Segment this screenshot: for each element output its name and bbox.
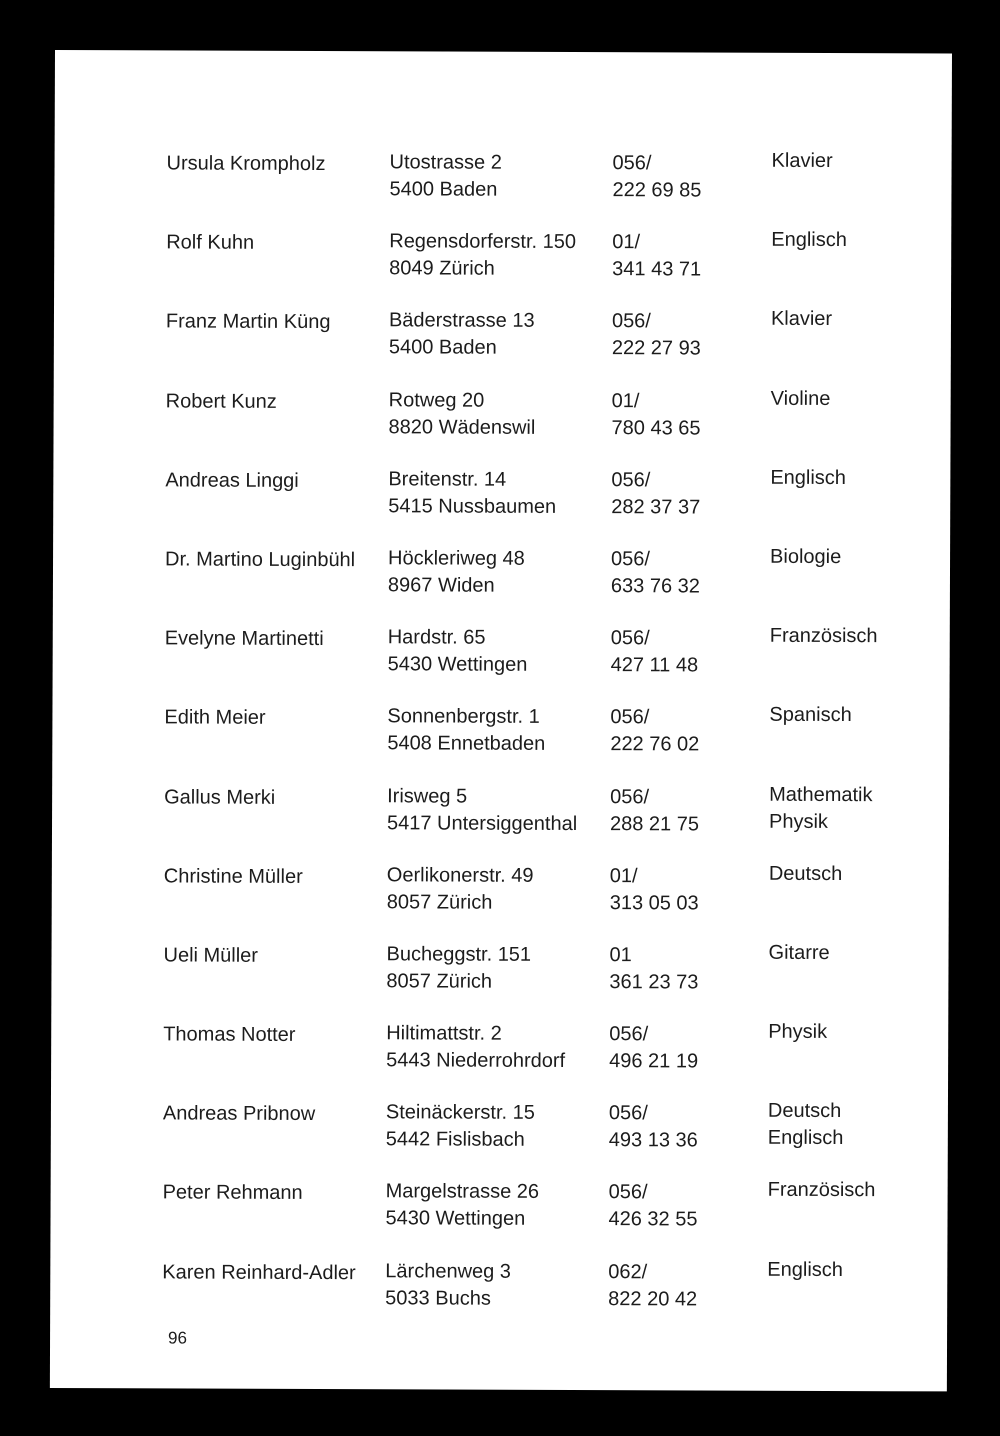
subject: Physik xyxy=(768,1020,828,1044)
phone: 780 43 65 xyxy=(611,416,701,440)
phone-number xyxy=(608,1259,697,1313)
area-code: 056/ xyxy=(611,310,651,333)
area-code: 01/ xyxy=(609,864,638,887)
subject: Deutsch xyxy=(767,1099,842,1123)
address xyxy=(385,1179,539,1234)
street: Regensdorferstr. 150 xyxy=(389,230,577,254)
person-name: Peter Rehmann xyxy=(162,1181,303,1205)
area-code: 056/ xyxy=(610,627,650,650)
area-code: 056/ xyxy=(611,468,651,492)
phone-number xyxy=(610,863,699,917)
person-name: Gallus Merki xyxy=(164,785,276,809)
subject: Französisch xyxy=(767,1179,876,1202)
subjects xyxy=(770,623,878,650)
person-name: Evelyne Martinetti xyxy=(164,627,324,651)
address xyxy=(385,1258,511,1312)
city: 5430 Wettingen xyxy=(387,653,528,676)
area-code: 056/ xyxy=(611,548,651,571)
area-code: 056/ xyxy=(610,785,650,808)
phone-number xyxy=(611,625,699,679)
phone-number xyxy=(609,942,698,996)
city: 5430 Wettingen xyxy=(385,1207,526,1231)
subjects xyxy=(772,148,833,175)
address xyxy=(386,941,531,996)
directory-entry xyxy=(162,1257,922,1339)
phone: 427 11 48 xyxy=(610,654,699,677)
subject: Englisch xyxy=(770,466,847,489)
person-name: Rolf Kuhn xyxy=(166,231,255,254)
person-name: Christine Müller xyxy=(163,865,303,888)
address xyxy=(387,783,577,838)
city: 8057 Zürich xyxy=(386,890,493,914)
person-name: Edith Meier xyxy=(164,706,266,730)
street: Hardstr. 65 xyxy=(387,626,486,649)
phone: 288 21 75 xyxy=(609,812,700,835)
subject: Französisch xyxy=(769,624,878,648)
directory-entry xyxy=(166,228,926,310)
person-name: Andreas Linggi xyxy=(165,469,299,492)
address xyxy=(389,308,535,363)
directory-entry xyxy=(164,703,924,785)
subject: Gitarre xyxy=(768,941,830,964)
person-name: Ursula Krompholz xyxy=(166,152,326,176)
subject: Englisch xyxy=(771,228,847,252)
person-name: Dr. Martino Luginbühl xyxy=(165,548,356,572)
address xyxy=(389,149,501,203)
city: 5400 Baden xyxy=(389,178,498,201)
subjects xyxy=(768,940,829,967)
street: Utostrasse 2 xyxy=(389,151,502,174)
person-name: Franz Martin Küng xyxy=(165,310,331,334)
city: 5415 Nussbaumen xyxy=(388,495,557,518)
city: 8057 Zürich xyxy=(386,970,493,993)
subject: Biologie xyxy=(770,545,842,568)
phone-number xyxy=(612,150,701,204)
person-name: Karen Reinhard-Adler xyxy=(162,1261,356,1284)
phone-number xyxy=(611,546,700,600)
city: 5443 Niederrohrdorf xyxy=(386,1049,566,1073)
directory-list xyxy=(162,148,927,1339)
area-code: 062/ xyxy=(608,1260,648,1283)
subject: Englisch xyxy=(767,1126,844,1150)
street: Oerlikonerstr. 49 xyxy=(386,863,534,887)
phone: 222 27 93 xyxy=(611,337,701,360)
area-code: 01/ xyxy=(612,231,641,254)
subjects xyxy=(769,860,842,887)
directory-entry xyxy=(166,307,926,389)
phone-number xyxy=(612,388,701,442)
subjects xyxy=(770,465,846,492)
directory-entry xyxy=(164,861,924,943)
address xyxy=(388,624,528,679)
street: Steinäckerstr. 15 xyxy=(385,1101,535,1125)
subjects xyxy=(768,1098,844,1152)
subject: Deutsch xyxy=(768,862,843,885)
subjects xyxy=(771,385,831,412)
area-code: 056/ xyxy=(610,706,650,729)
subjects xyxy=(768,1019,827,1046)
person-name: Robert Kunz xyxy=(165,389,277,413)
area-code: 01/ xyxy=(611,389,640,412)
directory-entry xyxy=(164,624,924,706)
phone: 282 37 37 xyxy=(611,495,701,519)
subject: Spanisch xyxy=(769,704,852,727)
address xyxy=(388,466,556,521)
address xyxy=(386,1020,565,1075)
phone: 222 69 85 xyxy=(612,179,702,202)
city: 8820 Wädenswil xyxy=(388,415,536,439)
area-code: 056/ xyxy=(608,1102,648,1125)
directory-entry xyxy=(165,465,925,547)
street: Rotweg 20 xyxy=(388,388,485,412)
phone-number xyxy=(608,1180,697,1234)
phone: 493 13 36 xyxy=(608,1129,698,1152)
city: 8049 Zürich xyxy=(389,257,495,280)
address xyxy=(389,387,536,442)
street: Höckleriweg 48 xyxy=(388,547,525,570)
person-name: Andreas Pribnow xyxy=(162,1102,316,1126)
area-code: 056/ xyxy=(612,152,652,175)
subjects xyxy=(769,702,851,729)
street: Hiltimattstr. 2 xyxy=(386,1022,502,1045)
subjects xyxy=(767,1256,843,1283)
street: Sonnenbergstr. 1 xyxy=(387,705,540,729)
street: Lärchenweg 3 xyxy=(385,1259,512,1283)
phone: 822 20 42 xyxy=(608,1287,698,1311)
phone-number xyxy=(611,467,700,521)
person-name: Ueli Müller xyxy=(163,944,259,967)
directory-entry xyxy=(162,1178,922,1260)
street: Margelstrasse 26 xyxy=(385,1180,540,1204)
street: Irisweg 5 xyxy=(387,784,468,808)
page-number: 96 xyxy=(168,1328,188,1348)
directory-entry xyxy=(164,782,924,864)
phone-number xyxy=(612,229,701,283)
phone-number xyxy=(612,309,701,363)
directory-entry xyxy=(163,1099,923,1181)
subject: Physik xyxy=(769,810,828,833)
person-name: Thomas Notter xyxy=(163,1023,296,1046)
city: 5417 Untersiggenthal xyxy=(386,811,578,835)
area-code: 056/ xyxy=(609,1023,649,1046)
phone: 341 43 71 xyxy=(612,258,702,281)
address xyxy=(388,545,525,600)
address xyxy=(387,704,545,759)
directory-entry xyxy=(166,148,926,230)
directory-entry xyxy=(163,940,923,1022)
directory-entry xyxy=(165,386,925,468)
city: 8967 Widen xyxy=(387,574,495,597)
phone: 222 76 02 xyxy=(610,733,700,756)
phone-number xyxy=(609,1021,698,1075)
address xyxy=(389,228,576,283)
city: 5408 Ennetbaden xyxy=(387,732,546,756)
phone-number xyxy=(610,784,699,838)
subject: Violine xyxy=(770,387,831,410)
area-code: 056/ xyxy=(608,1181,648,1204)
subject: Klavier xyxy=(771,149,833,172)
subjects xyxy=(769,781,873,835)
street: Bäderstrasse 13 xyxy=(388,309,535,333)
phone: 633 76 32 xyxy=(610,575,700,598)
city: 5400 Baden xyxy=(388,336,497,360)
directory-entry xyxy=(165,544,925,626)
subject: Klavier xyxy=(770,308,833,331)
city: 5033 Buchs xyxy=(385,1286,491,1310)
subject: Englisch xyxy=(767,1258,843,1281)
phone: 313 05 03 xyxy=(609,891,699,915)
street: Bucheggstr. 151 xyxy=(386,943,532,966)
subjects xyxy=(771,306,832,333)
address xyxy=(386,1100,535,1155)
city: 5442 Fislisbach xyxy=(385,1128,525,1152)
directory-entry xyxy=(163,1019,923,1101)
area-code: 01 xyxy=(609,944,632,967)
phone-number xyxy=(609,1100,698,1154)
address xyxy=(387,862,534,917)
street: Breitenstr. 14 xyxy=(388,468,507,491)
subjects xyxy=(771,227,847,254)
subject: Mathematik xyxy=(769,783,873,806)
phone: 496 21 19 xyxy=(609,1050,699,1073)
subjects xyxy=(770,544,841,571)
phone: 426 32 55 xyxy=(608,1208,698,1231)
subjects xyxy=(768,1177,876,1204)
phone: 361 23 73 xyxy=(609,971,699,994)
document-page xyxy=(50,50,952,1391)
phone-number xyxy=(610,704,699,758)
